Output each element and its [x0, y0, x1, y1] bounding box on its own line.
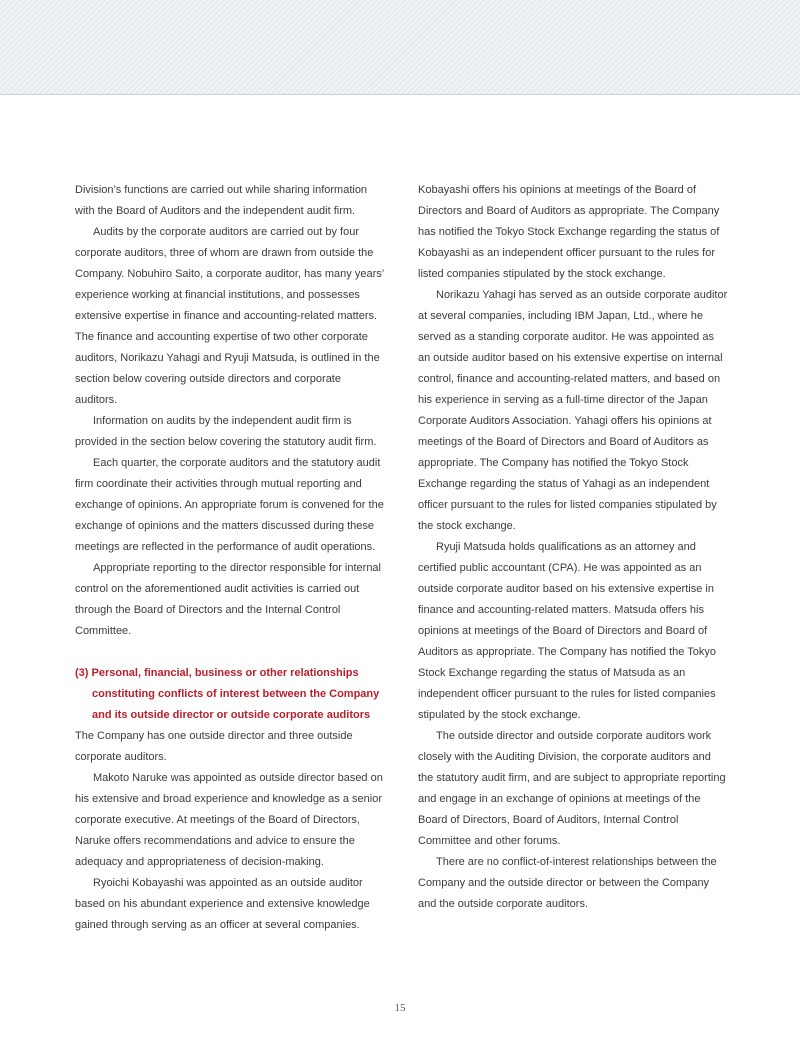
paragraph: Audits by the corporate auditors are carried out by four corporate auditors, three of whom are drawn from outside the Company. Nobuhiro Saito, a corporate auditor, has many years’ experience working at financial institutions, and possesses extensive expertise in finance and accounting-related matters. The finance and accounting expertise of two other corporate auditors, Norikazu Yahagi and Ryuji Matsuda, is outlined in the section below covering outside directors and corporate auditors. — [75, 226, 384, 406]
section-heading: (3) Personal, financial, business or other relationships constituting conflicts of interest between the Company and its outside director or outside corporate auditors — [75, 667, 380, 721]
paragraph: Ryoichi Kobayashi was appointed as an outside auditor based on his abundant experience and extensive knowledge gained through serving as an officer at several companies. — [75, 877, 370, 931]
paragraph: Each quarter, the corporate auditors and the statutory audit firm coordinate their activities through mutual reporting and exchange of opinions. An appropriate forum is convened for the exchange of opinions and the matters discussed during these meetings are reflected in the performance of audit operations. — [75, 457, 384, 553]
paragraph: The Company has one outside director and three outside corporate auditors. — [75, 730, 353, 763]
header-band — [0, 0, 800, 95]
paragraph: Information on audits by the independent audit firm is provided in the section below covering the statutory audit firm. — [75, 415, 377, 448]
paragraph: Kobayashi offers his opinions at meetings of the Board of Directors and Board of Auditors as appropriate. The Company has notified the Tokyo Stock Exchange regarding the status of Kobayashi as an independent officer pursuant to the rules for listed companies stipulated by the stock exchange. — [418, 184, 720, 280]
paragraph: There are no conflict-of-interest relationships between the Company and the outside director or between the Company and the outside corporate auditors. — [418, 856, 717, 910]
paragraph: Appropriate reporting to the director responsible for internal control on the aforementioned audit activities is carried out through the Board of Directors and the Internal Control Committee. — [75, 562, 381, 637]
left-column — [75, 180, 385, 936]
paragraph: Ryuji Matsuda holds qualifications as an attorney and certified public accountant (CPA). He was appointed as an outside corporate auditor based on his extensive expertise in finance and accounting-related matters. Matsuda offers his opinions at meetings of the Board of Directors and Board of Auditors as appropriate. The Company has notified the Tokyo Stock Exchange regarding the status of Matsuda as an independent officer pursuant to the rules for listed companies stipulated by the stock exchange. — [418, 541, 716, 721]
page-number: 15 — [394, 1002, 406, 1014]
spacer — [75, 642, 385, 663]
paragraph: Division’s functions are carried out while sharing information with the Board of Auditors and the independent audit firm. — [75, 184, 368, 217]
paragraph: The outside director and outside corporate auditors work closely with the Auditing Division, the corporate auditors and the statutory audit firm, and are subject to appropriate reporting and engage in an exchange of opinions at meetings of the Board of Directors, Board of Auditors, Internal Control Committee and other forums. — [418, 730, 726, 847]
paragraph: Norikazu Yahagi has served as an outside corporate auditor at several companies, including IBM Japan, Ltd., where he served as a standing corporate auditor. He was appointed as an outside auditor based on his extensive expertise on internal control, finance and accounting-related matters, and based on his experience in serving as a full-time director of the Japan Corporate Auditors Association. Yahagi offers his opinions at meetings of the Board of Directors and Board of Auditors as appropriate. The Company has notified the Tokyo Stock Exchange regarding the status of Yahagi as an independent officer pursuant to the rules for listed companies stipulated by the stock exchange. — [418, 289, 728, 532]
right-column — [418, 180, 728, 915]
paragraph: Makoto Naruke was appointed as outside director based on his extensive and broad experience and knowledge as a senior corporate executive. At meetings of the Board of Directors, Naruke offers recommendations and advice to ensure the adequacy and appropriateness of decision-making. — [75, 772, 383, 868]
